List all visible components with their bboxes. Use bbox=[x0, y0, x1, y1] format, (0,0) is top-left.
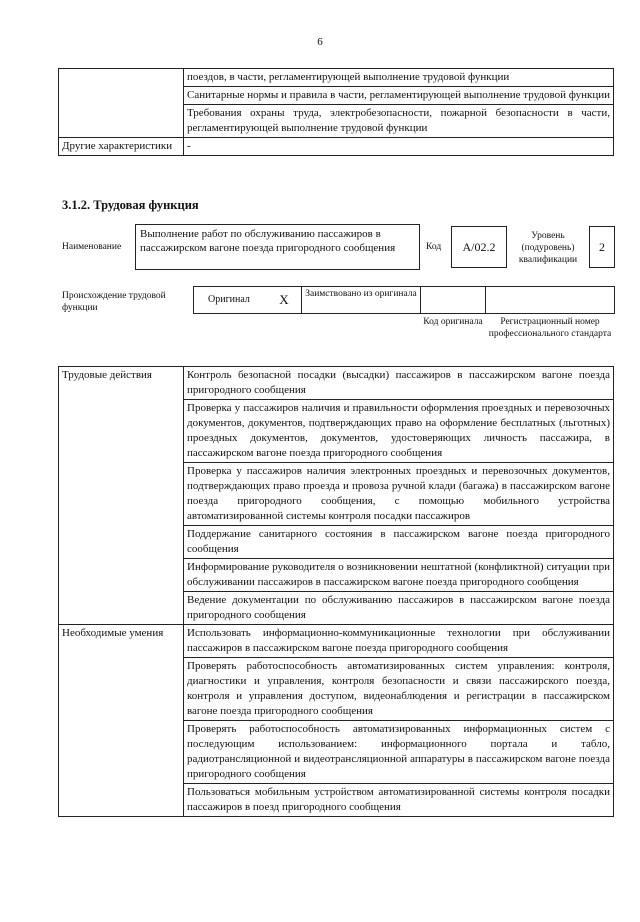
action-item: Контроль безопасной посадки (высадки) пассажиров в пассажирском вагоне поезда пригородного сообщения bbox=[184, 367, 614, 400]
requirement-row: Требования охраны труда, электробезопасности, пожарной безопасности в части, регламентирующей выполнение трудовой функции bbox=[184, 105, 614, 138]
original-cell: Оригинал bbox=[193, 286, 267, 314]
action-item: Ведение документации по обслуживанию пассажиров в пассажирском вагоне поезда пригородного сообщения bbox=[184, 592, 614, 625]
empty-cell bbox=[59, 69, 184, 138]
other-value: - bbox=[184, 138, 614, 156]
reg-caption: Регистрационный номер профессионального стандарта bbox=[488, 317, 612, 339]
function-name: Выполнение работ по обслуживанию пассажиров в пассажирском вагоне поезда пригородного сообщения bbox=[135, 224, 420, 270]
skill-item: Использовать информационно-коммуникационные технологии при обслуживании пассажиров в пассажирском вагоне поезда пригородного сообщения bbox=[184, 625, 614, 658]
requirement-row: Санитарные нормы и правила в части, регламентирующей выполнение трудовой функции bbox=[184, 87, 614, 105]
skill-item: Проверять работоспособность автоматизированных информационных систем с последующим использованием: информационного портала и табло, радиотрансляционной и видеотрансляционной аппаратуры в пассажирском вагоне поезда пригородного сообщения bbox=[184, 721, 614, 784]
competency-table bbox=[58, 366, 614, 817]
skill-item: Пользоваться мобильным устройством автоматизированной системы контроля посадки пассажиров в поезд пригородного сообщения bbox=[184, 784, 614, 817]
level-label: Уровень (подуровень) квалификации bbox=[518, 231, 578, 265]
origin-label: Происхождение трудовой функции bbox=[62, 291, 166, 313]
page-number: 6 bbox=[317, 36, 323, 48]
section-title: 3.1.2. Трудовая функция bbox=[62, 198, 199, 212]
other-label: Другие характеристики bbox=[59, 138, 184, 156]
skill-item: Проверять работоспособность автоматизированных систем управления: контроля, диагностики и управления, контроля безопасности и связи пассажирского поезда, контроля и управления доступом, видеонаблюдения и регистрации в пассажирском вагоне поезда пригородного сообщения bbox=[184, 658, 614, 721]
code-caption: Код оригинала bbox=[423, 317, 483, 327]
action-item: Проверка у пассажиров наличия и правильности оформления проездных и перевозочных документов, документов, подтверждающих право на оформление бесплатных (льготных) проездных документов, документов, удостоверяющих личность пассажира, в пассажирском вагоне поезда пригородного сообщения bbox=[184, 400, 614, 463]
reg-number-box bbox=[485, 286, 615, 314]
action-item: Проверка у пассажиров наличия электронных проездных и перевозочных документов, подтверждающих право проезда и провоза ручной клади (багажа) в пассажирском вагоне поезда пригородного сообщения, с помощью мобильного устройства автоматизированной системы контроля посадки пассажиров bbox=[184, 463, 614, 526]
actions-label: Трудовые действия bbox=[59, 367, 184, 625]
original-mark: X bbox=[267, 286, 301, 314]
level-value: 2 bbox=[589, 226, 615, 268]
requirements-table bbox=[58, 68, 614, 156]
borrowed-cell: Заимствовано из оригинала bbox=[301, 286, 421, 314]
code-value: А/02.2 bbox=[451, 226, 507, 268]
code-label: Код bbox=[426, 242, 442, 252]
skills-label: Необходимые умения bbox=[59, 625, 184, 817]
action-item: Поддержание санитарного состояния в пассажирском вагоне поезда пригородного сообщения bbox=[184, 526, 614, 559]
requirement-row: поездов, в части, регламентирующей выполнение трудовой функции bbox=[184, 69, 614, 87]
origin-code-box bbox=[420, 286, 486, 314]
name-label: Наименование bbox=[62, 242, 122, 252]
action-item: Информирование руководителя о возникновении нештатной (конфликтной) ситуации при обслуживании пассажиров в пассажирском вагоне поезда пригородного сообщения bbox=[184, 559, 614, 592]
